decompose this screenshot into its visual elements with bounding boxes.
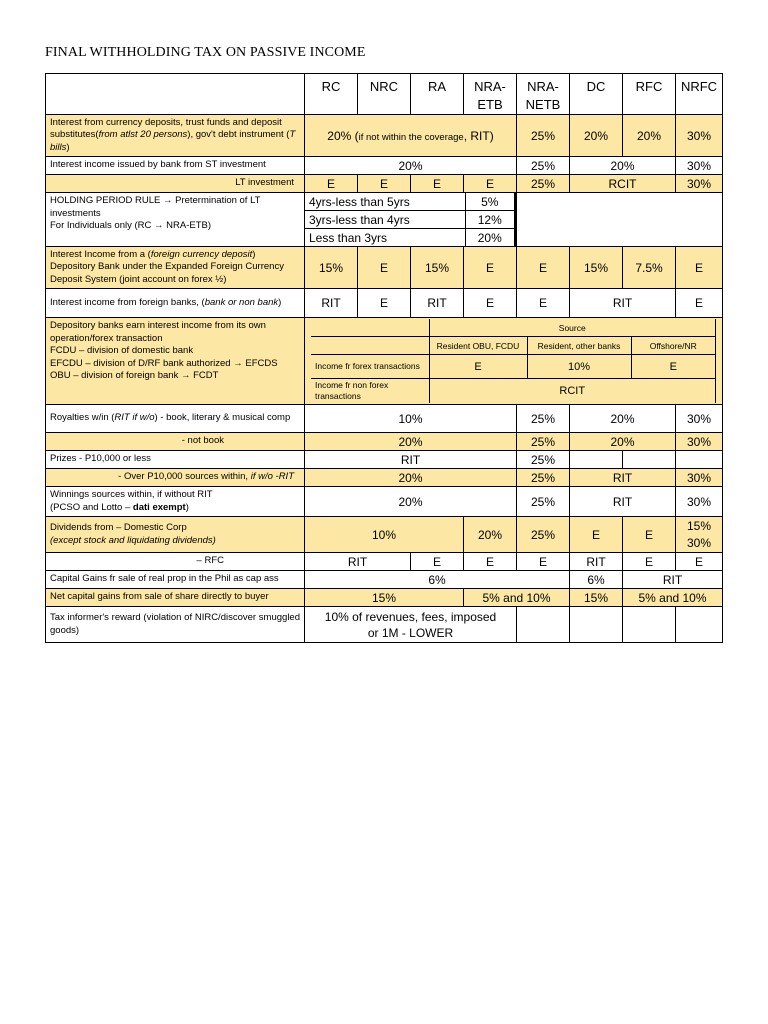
cell-rate: E [623,517,676,553]
cell-rate: E [517,247,570,289]
source-col-header: Offshore/NR [631,337,716,355]
row-label-depository-banks: Depository banks earn interest income from its own operation/forex transaction FCDU – division of domestic bank EFCDU – division of D/RF bank authorized → EFCDS OBU – division of foreign bank → FCDT [46,318,305,405]
row-label-foreign-currency-deposit: Interest Income from a (foreign currency deposit) Depository Bank under the Expanded Foreign Currency Deposit System (joint account on forex ½) [46,247,305,289]
cell-rate: E [411,553,464,571]
row-label-lt-investment: LT investment [46,175,305,193]
cell-rate: 10% [305,405,517,433]
cell-rate: E [570,517,623,553]
cell-rate: 15% [411,247,464,289]
source-table [311,319,716,403]
header-ra: RA [411,74,464,115]
cell-empty [570,451,623,469]
holding-period-empty [517,193,723,247]
cell-rate: E [623,553,676,571]
cell-empty [623,451,676,469]
row-label-not-book: - not book [46,433,305,451]
table-row [46,175,723,193]
header-nrc: NRC [358,74,411,115]
row-label-holding-period: HOLDING PERIOD RULE → Pretermination of LT investments For Individuals only (RC → NRA-ETB) [46,193,305,247]
period-label: Less than 3yrs [305,229,465,247]
cell-rate: 20% [570,405,676,433]
table-row [46,469,723,487]
cell-rate: 25% [517,157,570,175]
nonforex-label: Income fr non forex transactions [311,379,429,403]
cell-rate: E [464,553,517,571]
cell-rate: RIT [570,487,676,517]
cell-rate: 20% [305,487,517,517]
cell-rate: 15% [570,247,623,289]
header-nra-etb: NRA- ETB [464,74,517,115]
row-label-capital-gains-real-prop: Capital Gains fr sale of real prop in the Phil as cap ass [46,571,305,589]
cell-empty [676,607,723,643]
row-label-currency-deposits: Interest from currency deposits, trust funds and deposit substitutes(from atlst 20 persons), gov't debt instrument (T bills) [46,115,305,157]
cell-rate: E [676,289,723,318]
cell-rate: 6% [305,571,570,589]
row-label-royalties: Royalties w/in (RIT if w/o) - book, literary & musical comp [46,405,305,433]
cell-rate: 25% [517,451,570,469]
row-label-tax-informer: Tax informer's reward (violation of NIRC/discover smuggled goods) [46,607,305,643]
cell-rate: 20% [623,115,676,157]
cell-rate: RCIT [570,175,676,193]
cell-empty [623,607,676,643]
row-label-prizes: Prizes - P10,000 or less [46,451,305,469]
cell-rate: 30% [676,115,723,157]
cell-rate: 5% and 10% [623,589,723,607]
cell-rate: E [429,355,527,379]
cell-rate: 25% [517,405,570,433]
cell-rate: 30% [676,157,723,175]
row-label-prizes-over: - Over P10,000 sources within, if w/o -RIT [46,469,305,487]
page-title: FINAL WITHHOLDING TAX ON PASSIVE INCOME [45,45,366,60]
header-rc: RC [305,74,358,115]
cell-rate: 20% [305,469,517,487]
period-rate: 12% [465,211,515,229]
table-row [46,433,723,451]
period-label: 3yrs-less than 4yrs [305,211,465,229]
cell-rate: 30% [676,433,723,451]
cell-rate: RIT [623,571,723,589]
cell-rate: RCIT [429,379,716,403]
header-nrfc: NRFC [676,74,723,115]
holding-period-table [305,193,517,247]
cell-rate: E [358,175,411,193]
table-row [46,193,723,247]
cell-rate: 25% [517,433,570,451]
source-header: Source [429,319,716,337]
cell-rate: 25% [517,517,570,553]
cell-rate: E [464,247,517,289]
cell-rate: E [631,355,716,379]
table-row [46,571,723,589]
cell-rate: 10% of revenues, fees, imposed or 1M - LOWER [305,607,517,643]
forex-label: Income fr forex transactions [311,355,429,379]
cell-rate: 20% [570,115,623,157]
table-row [46,405,723,433]
cell-rate: 5% and 10% [464,589,570,607]
table-row [46,589,723,607]
table-row [46,247,723,289]
table-row [46,553,723,571]
cell-rate: E [676,247,723,289]
cell-rate: 6% [570,571,623,589]
cell-rate: 25% [517,487,570,517]
cell-rate: E [305,175,358,193]
row-label-winnings: Winnings sources within, if without RIT (PCSO and Lotto – dati exempt) [46,487,305,517]
cell-rate: RIT [411,289,464,318]
cell-rate: E [464,289,517,318]
cell-rate: E [517,289,570,318]
cell-rate: RIT [305,451,517,469]
header-dc: DC [570,74,623,115]
header-rfc: RFC [623,74,676,115]
cell-rate: RIT [570,469,676,487]
cell-rate: 20% [570,157,676,175]
cell-rate: 25% [517,175,570,193]
cell-rate: 25% [517,469,570,487]
cell-rate: 20% [305,157,517,175]
header-row [46,74,723,115]
row-label-st-investment: Interest income issued by bank from ST investment [46,157,305,175]
table-row [46,607,723,643]
row-label-capital-gains-shares: Net capital gains from sale of share directly to buyer [46,589,305,607]
cell-rate: E [358,247,411,289]
cell-rate: E [411,175,464,193]
cell-rate: 30% [676,469,723,487]
period-rate: 5% [465,193,515,211]
header-nra-netb: NRA- NETB [517,74,570,115]
table-row [46,451,723,469]
period-label: 4yrs-less than 5yrs [305,193,465,211]
row-label-rfc: – RFC [46,553,305,571]
cell-rate: E [517,553,570,571]
cell-empty [570,607,623,643]
table-row [46,487,723,517]
cell-rate: 15% [305,589,464,607]
cell-rate: 10% [305,517,464,553]
cell-rate: E [676,553,723,571]
row-label-dividends: Dividends from – Domestic Corp (except stock and liquidating dividends) [46,517,305,553]
cell-rate: 30% [676,405,723,433]
cell-rate: 10% [527,355,631,379]
cell-rate: RIT [305,289,358,318]
cell-rate: E [464,175,517,193]
cell-rate: 20% [464,517,517,553]
table-row [46,517,723,553]
table-row [46,115,723,157]
period-rate: 20% [465,229,515,247]
table-row [46,318,723,405]
cell-rate: 15% 30% [676,517,723,553]
cell-rate: RIT [570,289,676,318]
cell-empty [676,451,723,469]
cell-rate: 25% [517,115,570,157]
cell-empty [517,607,570,643]
header-blank [46,74,305,115]
cell-rate: RIT [305,553,411,571]
cell-rate: 7.5% [623,247,676,289]
cell-rate: 15% [305,247,358,289]
cell-rate: 30% [676,487,723,517]
cell-rate: RIT [570,553,623,571]
table-row [46,157,723,175]
table-row [46,289,723,318]
row-label-foreign-banks: Interest income from foreign banks, (bank or non bank) [46,289,305,318]
source-col-header: Resident, other banks [527,337,631,355]
cell-rate: 15% [570,589,623,607]
cell-rate: E [358,289,411,318]
source-col-header: Resident OBU, FCDU [429,337,527,355]
source-table-cell [305,318,723,405]
cell-rate: 20% (if not within the coverage, RIT) [305,115,517,157]
cell-rate: 20% [570,433,676,451]
tax-table [45,73,723,643]
cell-rate: 20% [305,433,517,451]
cell-rate: 30% [676,175,723,193]
